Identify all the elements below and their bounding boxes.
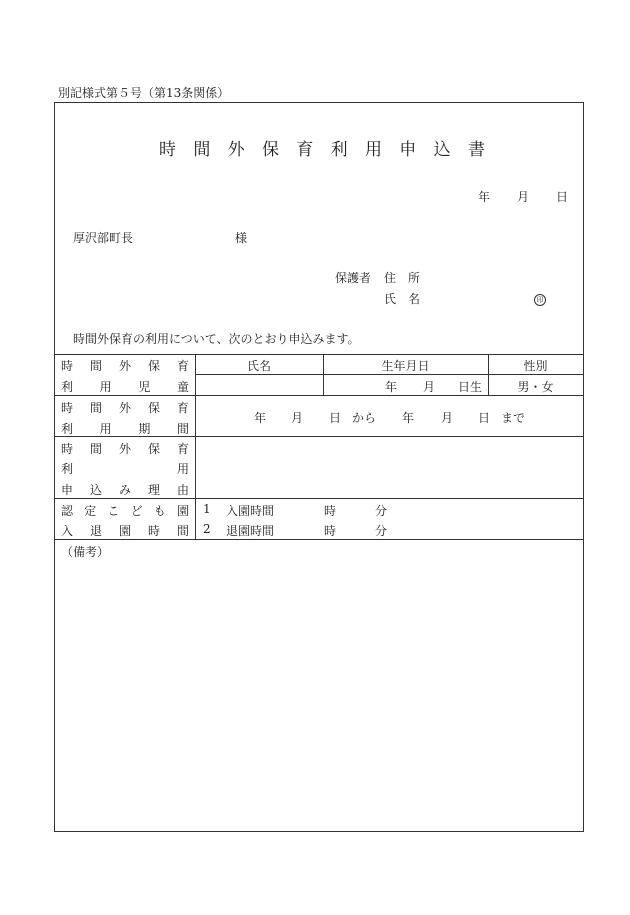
date-day-label: 日 xyxy=(556,190,569,204)
child-gender-header: 性別 xyxy=(523,359,548,373)
entry-minute-label: 分 xyxy=(375,504,388,518)
label-column-divider xyxy=(195,354,196,539)
exit-time-label: 退園時間 xyxy=(226,524,275,538)
period-to-day: 日 xyxy=(478,411,491,425)
intro-text: 時間外保育の利用について、次のとおり申込みます。 xyxy=(73,332,360,346)
child-name-header: 氏名 xyxy=(246,359,271,373)
exit-time-number: 2 xyxy=(203,522,211,536)
date-year-label: 年 xyxy=(478,190,491,204)
child-label-line1: 時 間 外 保 育 xyxy=(61,359,189,373)
period-from-day: 日 xyxy=(329,411,342,425)
period-from-text: から xyxy=(352,411,377,425)
reason-bottom-line xyxy=(55,498,583,499)
period-from-year: 年 xyxy=(254,411,267,425)
guardian-name-label: 氏 名 xyxy=(384,292,421,306)
seal-mark xyxy=(534,291,546,306)
period-label-line1: 時 間 外 保 育 xyxy=(61,401,189,415)
document-title: 時 間 外 保 育 利 用 申 込 書 xyxy=(159,140,485,160)
birth-month-label: 月 xyxy=(423,380,436,394)
guardian-label: 保護者 xyxy=(335,271,372,285)
period-to-year: 年 xyxy=(402,411,415,425)
table-top-line xyxy=(55,354,583,355)
reason-label-line2: 利 用 xyxy=(61,462,189,476)
date-month-label: 月 xyxy=(517,190,530,204)
reason-label-line3: 申 込 み 理 由 xyxy=(61,483,189,497)
times-bottom-line xyxy=(55,539,583,540)
birth-year-label: 年 xyxy=(385,380,398,394)
remarks-label: （備考） xyxy=(61,545,110,559)
child-header-line xyxy=(195,374,583,375)
guardian-address-label: 住 所 xyxy=(384,271,421,285)
addressee-honorific: 様 xyxy=(235,231,248,245)
period-from-month: 月 xyxy=(291,411,304,425)
exit-minute-label: 分 xyxy=(375,524,388,538)
birth-day-label: 日生 xyxy=(458,380,483,394)
child-birth-header: 生年月日 xyxy=(381,359,430,373)
times-label-line1: 認 定 こ ど も 園 xyxy=(61,504,189,518)
entry-hour-label: 時 xyxy=(324,504,337,518)
application-form xyxy=(54,102,584,832)
period-to-month: 月 xyxy=(441,411,454,425)
form-number: 別記様式第５号（第13条関係） xyxy=(58,86,230,100)
times-label-line2: 入 退 園 時 間 xyxy=(61,524,189,538)
child-bottom-line xyxy=(55,395,583,396)
period-to-text: まで xyxy=(501,411,526,425)
entry-time-number: 1 xyxy=(203,502,211,516)
seal-icon: 印 xyxy=(534,294,546,306)
period-label-line2: 利 用 期 間 xyxy=(61,422,189,436)
gender-value: 男・女 xyxy=(517,380,554,394)
addressee-name: 厚沢部町長 xyxy=(73,231,134,245)
child-label-line2: 利 用 児 童 xyxy=(61,380,189,394)
entry-time-label: 入園時間 xyxy=(226,504,275,518)
exit-hour-label: 時 xyxy=(324,524,337,538)
reason-label-line1: 時 間 外 保 育 xyxy=(61,442,189,456)
